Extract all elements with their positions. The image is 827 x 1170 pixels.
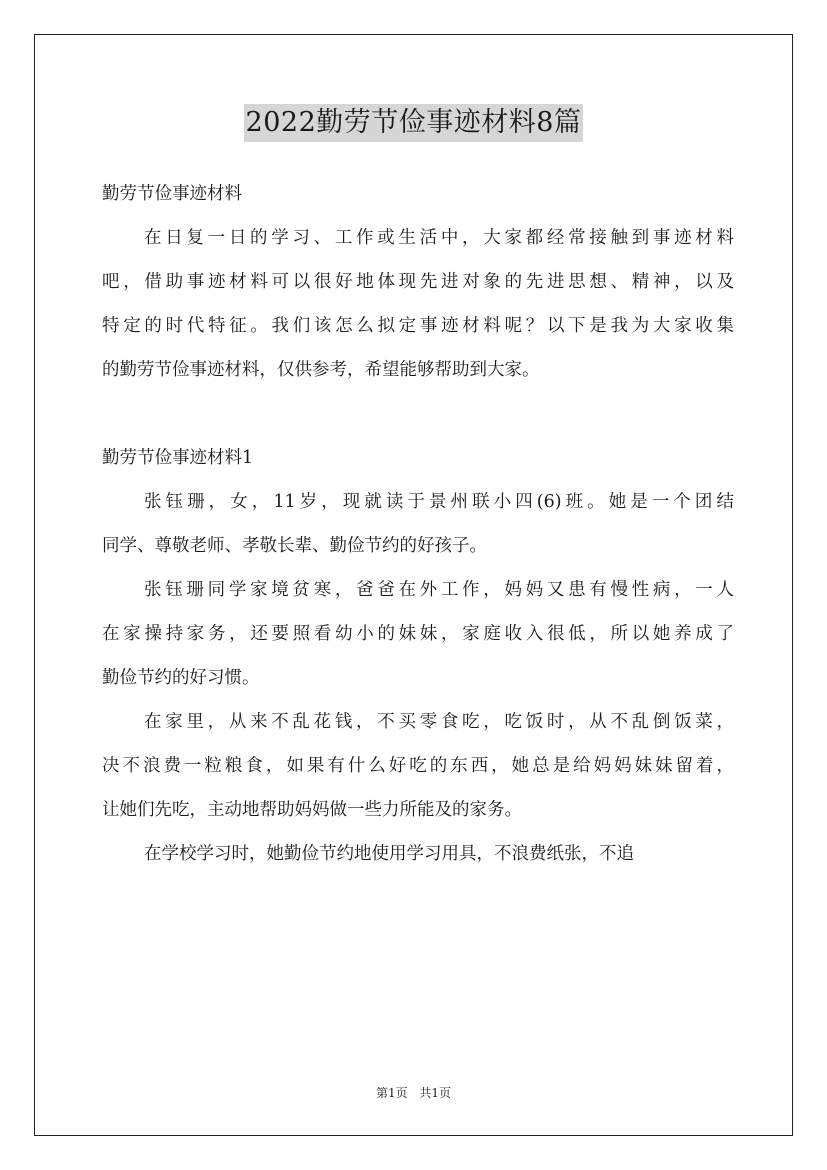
paragraph-2	[102, 572, 734, 696]
paragraph-line: 特定的时代特征。我们该怎么拟定事迹材料呢？以下是我为大家收集	[102, 316, 734, 336]
paragraph-4	[102, 836, 734, 872]
document-title: 2022勤劳节俭事迹材料8篇	[244, 104, 584, 142]
paragraph-line: 的勤劳节俭事迹材料，仅供参考，希望能够帮助到大家。	[102, 360, 540, 380]
paragraph-3	[102, 704, 734, 828]
intro-heading: 勤劳节俭事迹材料	[102, 184, 242, 204]
page-footer	[0, 1084, 827, 1101]
intro-paragraph	[102, 220, 734, 388]
paragraph-line: 同学、尊敬老师、孝敬长辈、勤俭节约的好孩子。	[102, 536, 487, 556]
page-total: 共1页	[419, 1086, 452, 1100]
paragraph-line: 在日复一日的学习、工作或生活中，大家都经常接触到事迹材料	[144, 228, 734, 248]
paragraph-line: 张钰珊，女，11岁，现就读于景州联小四(6)班。她是一个团结	[144, 492, 734, 512]
page-number: 第1页	[375, 1086, 408, 1100]
title-container	[0, 104, 827, 142]
document-body	[102, 176, 734, 872]
paragraph-line: 在家里，从来不乱花钱，不买零食吃，吃饭时，从不乱倒饭菜，	[144, 712, 734, 732]
paragraph-line: 决不浪费一粒粮食，如果有什么好吃的东西，她总是给妈妈妹妹留着，	[102, 756, 734, 776]
paragraph-line: 吧，借助事迹材料可以很好地体现先进对象的先进思想、精神，以及	[102, 272, 734, 292]
paragraph-line: 在学校学习时，她勤俭节约地使用学习用具，不浪费纸张，不追	[144, 844, 634, 864]
paragraph-line: 让她们先吃，主动地帮助妈妈做一些力所能及的家务。	[102, 800, 522, 820]
paragraph-line: 在家操持家务，还要照看幼小的妹妹，家庭收入很低，所以她养成了	[102, 624, 734, 644]
paragraph-1	[102, 484, 734, 564]
section-heading: 勤劳节俭事迹材料1	[102, 448, 254, 468]
paragraph-line: 勤俭节约的好习惯。	[102, 668, 260, 688]
paragraph-line: 张钰珊同学家境贫寒，爸爸在外工作，妈妈又患有慢性病，一人	[144, 580, 734, 600]
